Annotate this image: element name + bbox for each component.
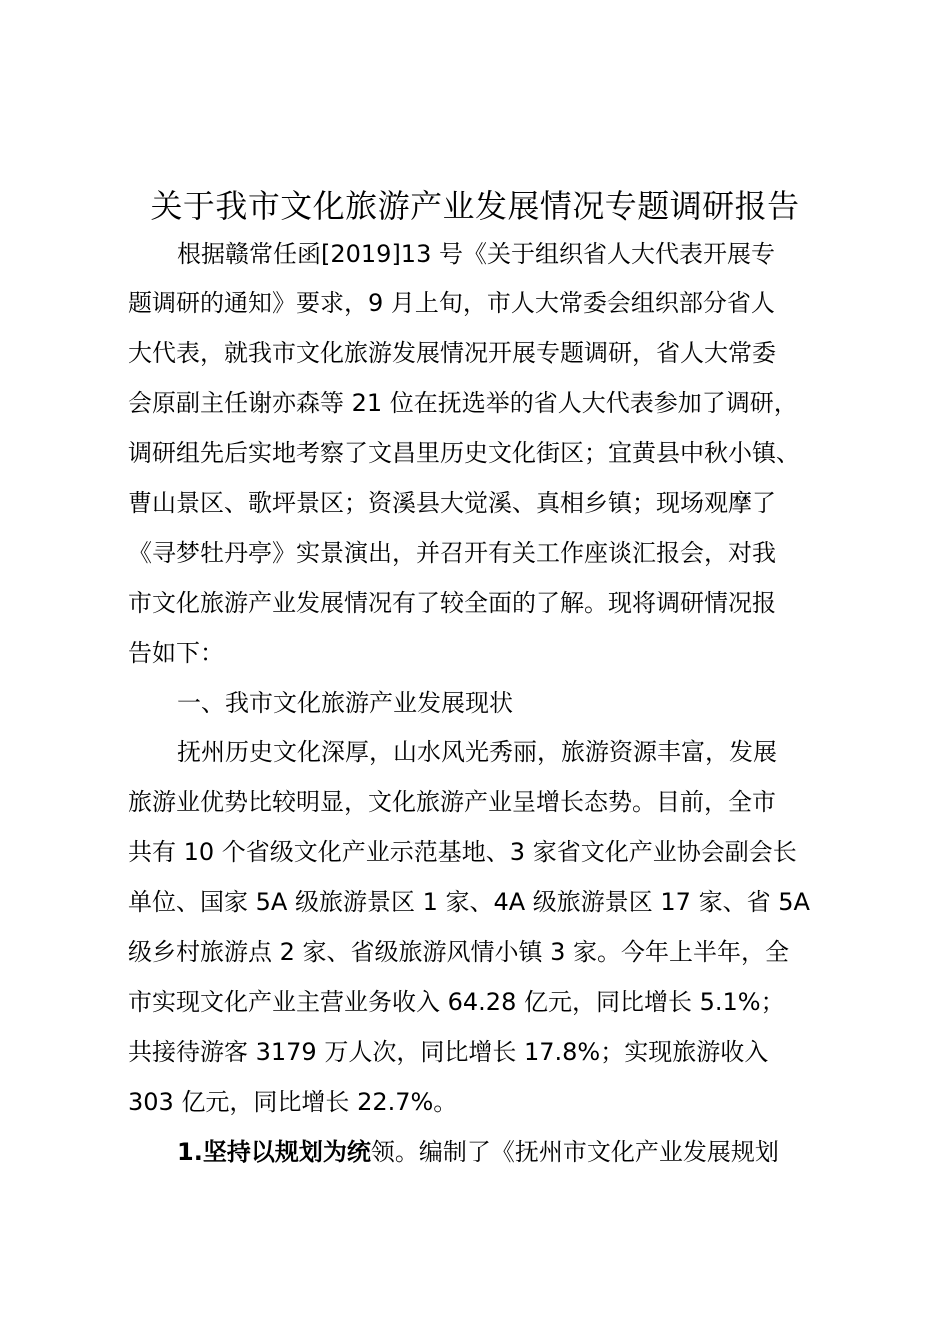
paragraph-1-line-9: 告如下： xyxy=(128,639,224,667)
paragraph-2-line-7: 共接待游客 3179 万人次，同比增长 17.8%；实现旅游收入 xyxy=(128,1038,769,1066)
paragraph-2-line-3: 共有 10 个省级文化产业示范基地、3 家省文化产业协会副会长 xyxy=(128,838,797,866)
paragraph-2-line-2: 旅游业优势比较明显，文化旅游产业呈增长态势。目前，全市 xyxy=(128,788,776,816)
document-title: 关于我市文化旅游产业发展情况专题调研报告 xyxy=(150,187,800,225)
point-1-text: 领。编制了《抚州市文化产业发展规划 xyxy=(370,1138,779,1166)
paragraph-2-line-6: 市实现文化产业主营业务收入 64.28 亿元，同比增长 5.1%； xyxy=(128,988,785,1016)
paragraph-1-line-2: 题调研的通知》要求，9 月上旬，市人大常委会组织部分省人 xyxy=(128,289,775,317)
paragraph-1-line-8: 市文化旅游产业发展情况有了较全面的了解。现将调研情况报 xyxy=(128,589,776,617)
paragraph-1-line-5: 调研组先后实地考察了文昌里历史文化街区；宜黄县中秋小镇、 xyxy=(128,439,800,467)
point-1-line xyxy=(177,1134,779,1170)
paragraph-1-line-3: 大代表，就我市文化旅游发展情况开展专题调研，省人大常委 xyxy=(128,339,776,367)
paragraph-2-line-4: 单位、国家 5A 级旅游景区 1 家、4A 级旅游景区 17 家、省 5A xyxy=(128,888,810,916)
paragraph-1-line-1: 根据赣常任函[2019]13 号《关于组织省人大代表开展专 xyxy=(177,240,775,268)
paragraph-2-line-8: 303 亿元，同比增长 22.7%。 xyxy=(128,1088,458,1116)
paragraph-1-line-7: 《寻梦牡丹亭》实景演出，并召开有关工作座谈汇报会，对我 xyxy=(128,539,776,567)
paragraph-2-line-5: 级乡村旅游点 2 家、省级旅游风情小镇 3 家。今年上半年，全 xyxy=(128,938,790,966)
paragraph-2-line-1: 抚州历史文化深厚，山水风光秀丽，旅游资源丰富，发展 xyxy=(177,738,777,766)
paragraph-1-line-6: 曹山景区、歌坪景区；资溪县大觉溪、真相乡镇；现场观摩了 xyxy=(128,489,776,517)
paragraph-1-line-4: 会原副主任谢亦森等 21 位在抚选举的省人大代表参加了调研， xyxy=(128,389,798,417)
point-1-heading: 1.坚持以规划为统 xyxy=(177,1138,371,1166)
section-heading: 一、我市文化旅游产业发展现状 xyxy=(177,689,513,717)
